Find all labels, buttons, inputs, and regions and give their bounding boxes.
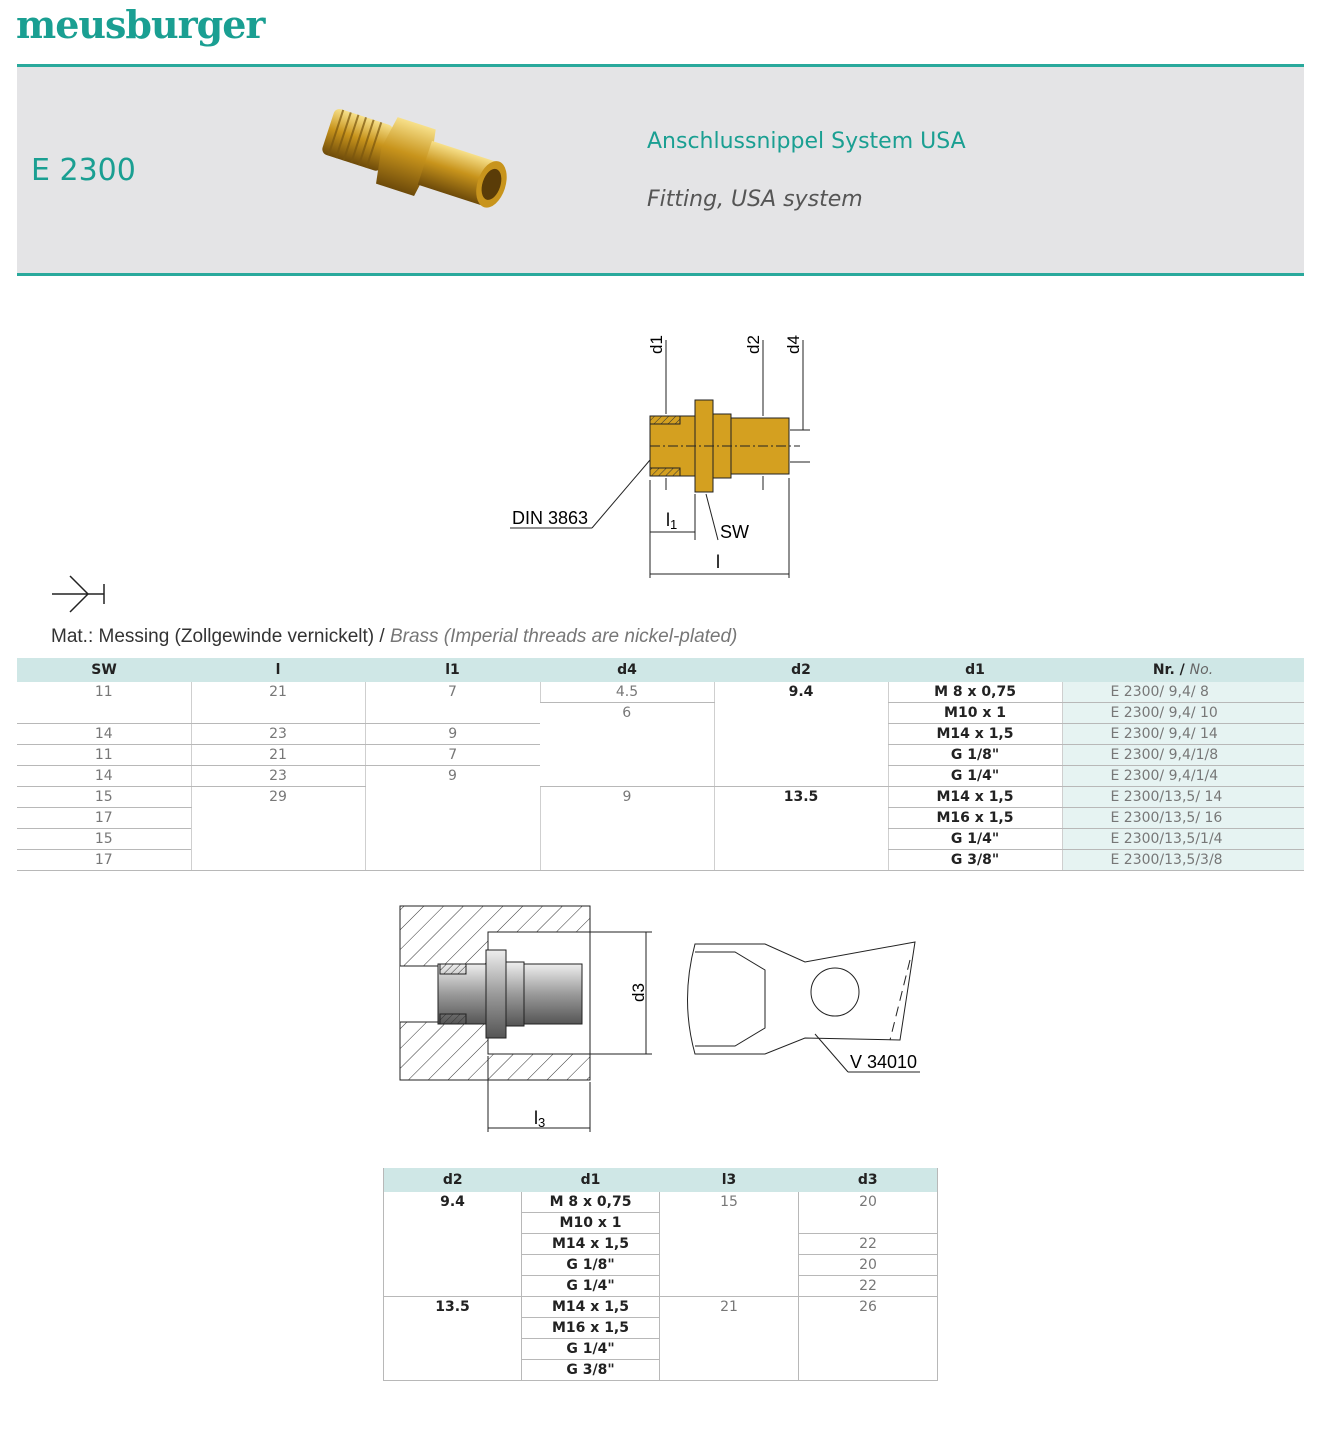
table-row: M14 x 1,5 22	[384, 1234, 938, 1255]
product-code: E 2300	[31, 153, 136, 188]
table-row: G 1/4" 22	[384, 1276, 938, 1297]
label-l: l	[716, 552, 720, 572]
installation-table	[383, 1168, 938, 1381]
table-row: 6 M10 x 1 E 2300/ 9,4/ 10	[17, 703, 1304, 724]
product-photo	[305, 95, 515, 225]
projection-symbol	[50, 574, 110, 614]
table-row: 14 23 9 M14 x 1,5 E 2300/ 9,4/ 14	[17, 724, 1304, 745]
material-en: Brass (Imperial threads are nickel-plated)	[389, 626, 738, 647]
table-row: M10 x 1	[384, 1213, 938, 1234]
dimensions-table	[17, 658, 1304, 871]
material-note	[51, 626, 737, 648]
table-row: 17 M16 x 1,5 E 2300/13,5/ 16	[17, 808, 1304, 829]
label-l3: l3	[534, 1108, 546, 1130]
header-nr: Nr. / No.	[1062, 658, 1304, 682]
table-row: M16 x 1,5	[384, 1318, 938, 1339]
table-row: 15 G 1/4" E 2300/13,5/1/4	[17, 829, 1304, 850]
header-sw: SW	[17, 658, 191, 682]
table-row: G 1/8" 20	[384, 1255, 938, 1276]
label-sw: SW	[720, 522, 749, 542]
table-row: G 1/4"	[384, 1339, 938, 1360]
product-title-en: Fitting, USA system	[647, 187, 863, 212]
header-d2: d2	[384, 1168, 522, 1192]
product-banner	[17, 64, 1304, 276]
label-l1: l1	[666, 510, 678, 532]
label-d2: d2	[744, 335, 763, 354]
label-d1: d1	[647, 335, 666, 354]
header-d4: d4	[540, 658, 714, 682]
table-row: 17 G 3/8" E 2300/13,5/3/8	[17, 850, 1304, 871]
table-row: 11 21 7 4.5 9.4 M 8 x 0,75 E 2300/ 9,4/ 8	[17, 682, 1304, 703]
table-row: G 3/8"	[384, 1360, 938, 1381]
header-l1: l1	[365, 658, 540, 682]
material-de: Mat.: Messing (Zollgewinde vernickelt) /	[51, 626, 390, 647]
header-l: l	[191, 658, 365, 682]
header-d2: d2	[714, 658, 888, 682]
header-d1: d1	[522, 1168, 660, 1192]
table-row: 13.5 M14 x 1,5 21 26	[384, 1297, 938, 1318]
table-row: 15 29 9 13.5 M14 x 1,5 E 2300/13,5/ 14	[17, 787, 1304, 808]
brand-logo[interactable]: meusburger	[16, 2, 265, 47]
table-row: 9.4 M 8 x 0,75 15 20	[384, 1192, 938, 1213]
technical-drawing-fitting	[500, 330, 820, 590]
table-row: 14 23 9 G 1/4" E 2300/ 9,4/1/4	[17, 766, 1304, 787]
header-l3: l3	[660, 1168, 799, 1192]
table-row: 11 21 7 G 1/8" E 2300/ 9,4/1/8	[17, 745, 1304, 766]
header-d1: d1	[888, 658, 1062, 682]
technical-drawing-installation	[390, 900, 950, 1140]
product-title-de: Anschlussnippel System USA	[647, 129, 966, 154]
label-wrench: V 34010	[850, 1052, 918, 1072]
label-din: DIN 3863	[512, 508, 589, 528]
label-d4: d4	[784, 335, 803, 354]
label-d3: d3	[629, 983, 648, 1002]
header-d3: d3	[799, 1168, 938, 1192]
